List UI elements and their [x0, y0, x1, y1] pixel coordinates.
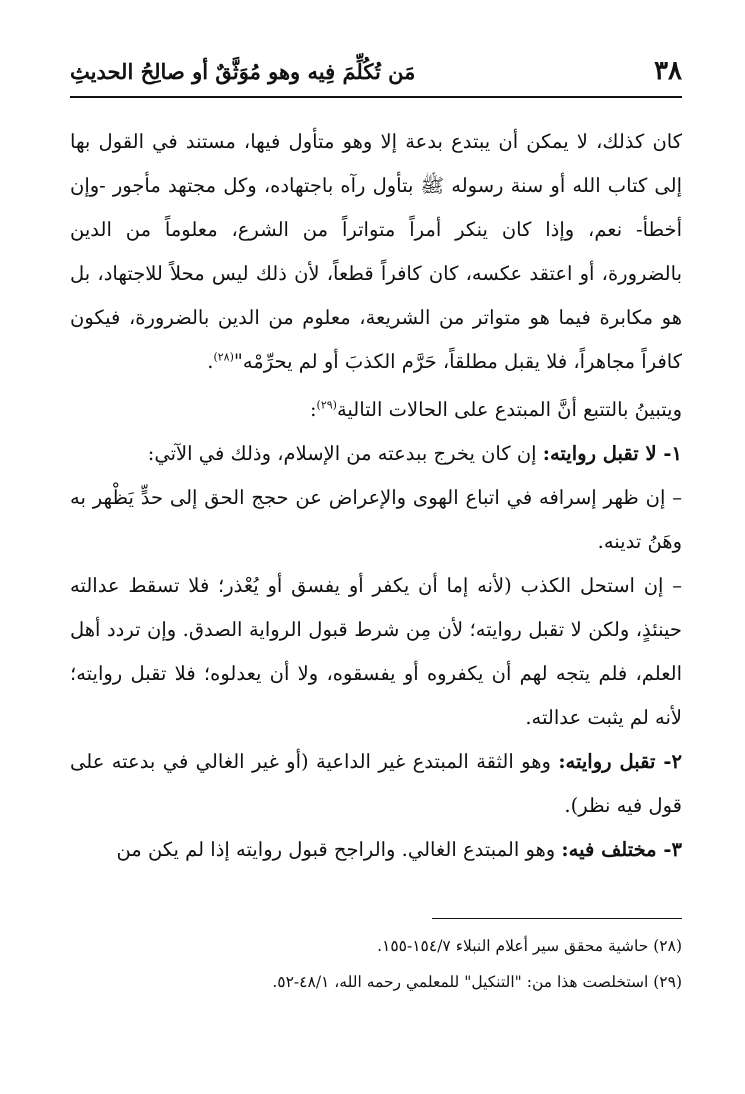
punctuation: : — [309, 398, 317, 421]
item-heading: ٣- مختلف فيه: — [561, 838, 682, 861]
body-text — [70, 120, 682, 872]
item-heading: ١- لا تقبل روايته: — [542, 442, 682, 465]
footnote: (٢٨) حاشية محقق سير أعلام النبلاء ١٥٤/٧-١٥٥. — [377, 937, 682, 955]
paragraph — [70, 388, 682, 432]
sub-item: – إن استحل الكذب (لأنه إما أن يكفر أو يفسق أو يُعْذر؛ فلا تسقط عدالته حينئذٍ، ولكن لا تقبل روايته؛ لأن مِن شرط قبول الرواية الصدق. وإن تردد أهل العلم، فلم يتجه لهم أن يكفروه أو يفسقوه، ولا أن يعدلوه؛ فلا تقبل روايته؛ لأنه لم يثبت عدالته. — [70, 574, 682, 729]
item-text: وهو الثقة المبتدع غير الداعية (أو غير الغالي في بدعته على قول فيه نظر). — [70, 750, 682, 817]
paragraph-text: ويتبينُ بالتتبع أنَّ المبتدع على الحالات التالية — [336, 398, 682, 421]
item-text: إن كان يخرج ببدعته من الإسلام، وذلك في الآتي: — [147, 442, 543, 465]
footnote-ref[interactable]: (٢٨) — [213, 350, 234, 364]
running-title: مَن تُكُلِّمَ فِيه وهو مُوَثَّقٌ أو صالِحُ الحديثِ — [70, 59, 416, 84]
footnotes — [70, 928, 682, 1000]
punctuation: . — [207, 350, 214, 373]
footnote-divider — [432, 918, 682, 919]
paragraph — [70, 120, 682, 384]
footnote-ref[interactable]: (٢٩) — [316, 398, 337, 412]
item-heading: ٢- تقبل روايته: — [558, 750, 682, 773]
page-number: ٣٨ — [654, 56, 682, 86]
list-item — [70, 432, 682, 476]
item-text: وهو المبتدع الغالي. والراجح قبول روايته إذا لم يكن من — [116, 838, 562, 861]
book-page — [70, 50, 682, 1050]
list-item — [70, 740, 682, 828]
page-header — [70, 50, 682, 98]
paragraph-text: كان كذلك، لا يمكن أن يبتدع بدعة إلا وهو متأول فيها، مستند في القول بها إلى كتاب الله أو سنة رسوله ﷺ بتأول رآه باجتهاده، وكل مجتهد مأجور -وإن أخطأ- نعم، وإذا كان ينكر أمراً متواتراً من الشرع، معلوماً من الدين بالضرورة، أو اعتقد عكسه، كان كافراً قطعاً، لأن ذلك ليس محلاً للاجتهاد، بل هو مكابرة فيما هو متواتر من الشريعة، معلوم من الدين بالضرورة، فيكون كافراً مجاهراً، فلا يقبل مطلقاً، حَرَّم الكذبَ أو لم يحرِّمْه" — [70, 130, 682, 373]
footnote: (٢٩) استخلصت هذا من: "التنكيل" للمعلمي رحمه الله، ٤٨/١-٥٢. — [272, 973, 682, 991]
sub-item: – إن ظهر إسرافه في اتباع الهوى والإعراض عن حجج الحق إلى حدٍّ يَظْهر به وهَنُ تدينه. — [70, 486, 682, 553]
list-item — [70, 828, 682, 872]
